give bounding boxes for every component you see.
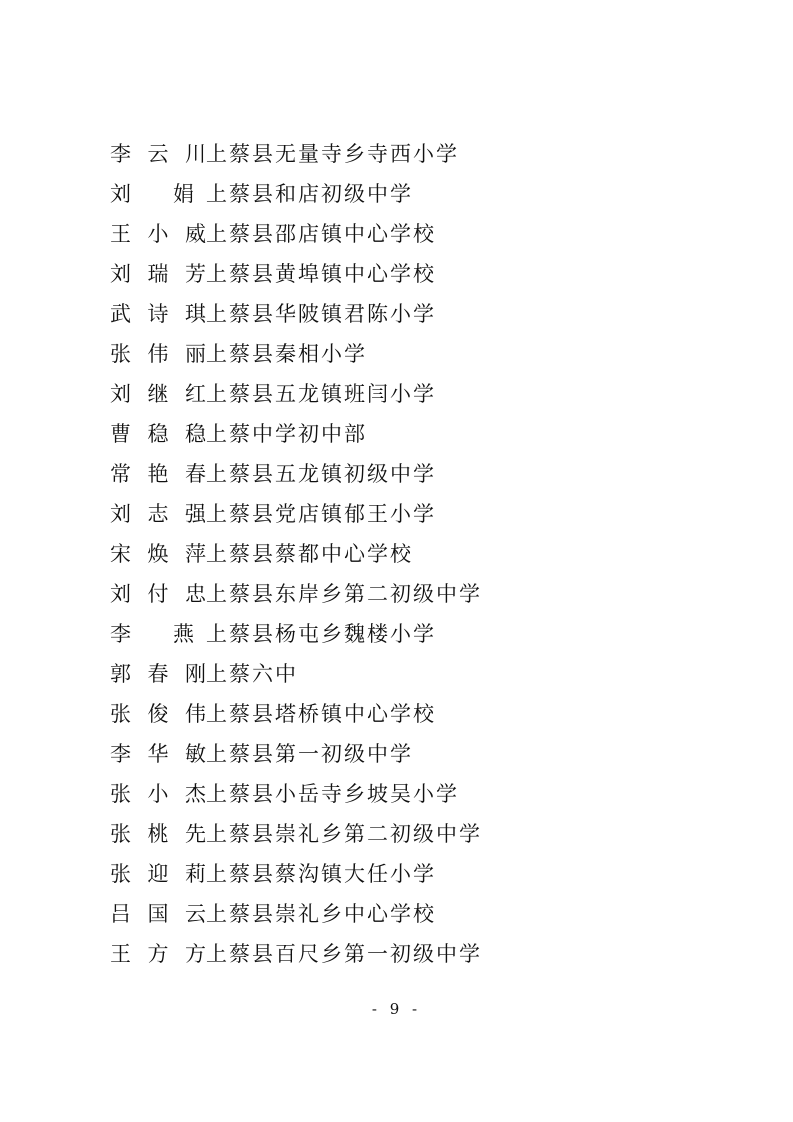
person-name: 张小杰 bbox=[110, 782, 206, 806]
person-name: 李华敏 bbox=[110, 742, 206, 766]
school-name: 上蔡中学初中部 bbox=[206, 422, 367, 446]
list-item bbox=[110, 134, 710, 174]
person-name: 宋焕萍 bbox=[110, 542, 206, 566]
list-item bbox=[110, 414, 710, 454]
school-name: 上蔡县秦相小学 bbox=[206, 342, 367, 366]
list-item bbox=[110, 454, 710, 494]
list-item bbox=[110, 254, 710, 294]
list-item bbox=[110, 934, 710, 974]
list-item bbox=[110, 694, 710, 734]
school-name: 上蔡县和店初级中学 bbox=[206, 182, 413, 206]
person-name: 刘继红 bbox=[110, 382, 206, 406]
person-name: 刘 娟 bbox=[110, 182, 194, 206]
school-name: 上蔡县邵店镇中心学校 bbox=[206, 222, 436, 246]
person-name: 李 燕 bbox=[110, 622, 194, 646]
list-item bbox=[110, 374, 710, 414]
list-item bbox=[110, 854, 710, 894]
school-name: 上蔡县蔡沟镇大任小学 bbox=[206, 862, 436, 886]
person-name: 张桃先 bbox=[110, 822, 206, 846]
list-item bbox=[110, 214, 710, 254]
school-name: 上蔡县东岸乡第二初级中学 bbox=[206, 582, 482, 606]
school-name: 上蔡县小岳寺乡坡吴小学 bbox=[206, 782, 459, 806]
list-item bbox=[110, 174, 710, 214]
person-name: 王小威 bbox=[110, 222, 206, 246]
list-item bbox=[110, 654, 710, 694]
person-name: 张迎莉 bbox=[110, 862, 206, 886]
person-name: 武诗琪 bbox=[110, 302, 206, 326]
school-name: 上蔡县华陂镇君陈小学 bbox=[206, 302, 436, 326]
person-name: 张俊伟 bbox=[110, 702, 206, 726]
school-name: 上蔡县五龙镇初级中学 bbox=[206, 462, 436, 486]
person-name: 郭春刚 bbox=[110, 662, 206, 686]
school-name: 上蔡县崇礼乡中心学校 bbox=[206, 902, 436, 926]
list-item bbox=[110, 534, 710, 574]
school-name: 上蔡县杨屯乡魏楼小学 bbox=[206, 622, 436, 646]
school-name: 上蔡县蔡都中心学校 bbox=[206, 542, 413, 566]
list-item bbox=[110, 734, 710, 774]
person-name: 吕国云 bbox=[110, 902, 206, 926]
list-item bbox=[110, 334, 710, 374]
person-name: 刘瑞芳 bbox=[110, 262, 206, 286]
school-name: 上蔡县黄埠镇中心学校 bbox=[206, 262, 436, 286]
page-number: - 9 - bbox=[371, 1000, 422, 1018]
name-list bbox=[110, 134, 710, 974]
list-item bbox=[110, 494, 710, 534]
person-name: 常艳春 bbox=[110, 462, 206, 486]
school-name: 上蔡县崇礼乡第二初级中学 bbox=[206, 822, 482, 846]
person-name: 刘志强 bbox=[110, 502, 206, 526]
school-name: 上蔡县百尺乡第一初级中学 bbox=[206, 942, 482, 966]
list-item bbox=[110, 774, 710, 814]
school-name: 上蔡县塔桥镇中心学校 bbox=[206, 702, 436, 726]
school-name: 上蔡县无量寺乡寺西小学 bbox=[206, 142, 459, 166]
school-name: 上蔡六中 bbox=[206, 662, 298, 686]
list-item bbox=[110, 814, 710, 854]
school-name: 上蔡县五龙镇班闫小学 bbox=[206, 382, 436, 406]
person-name: 刘付忠 bbox=[110, 582, 206, 606]
person-name: 王方方 bbox=[110, 942, 206, 966]
person-name: 李云川 bbox=[110, 142, 206, 166]
person-name: 曹稳稳 bbox=[110, 422, 206, 446]
list-item bbox=[110, 894, 710, 934]
person-name: 张伟丽 bbox=[110, 342, 206, 366]
school-name: 上蔡县党店镇郁王小学 bbox=[206, 502, 436, 526]
list-item bbox=[110, 294, 710, 334]
list-item bbox=[110, 574, 710, 614]
list-item bbox=[110, 614, 710, 654]
school-name: 上蔡县第一初级中学 bbox=[206, 742, 413, 766]
